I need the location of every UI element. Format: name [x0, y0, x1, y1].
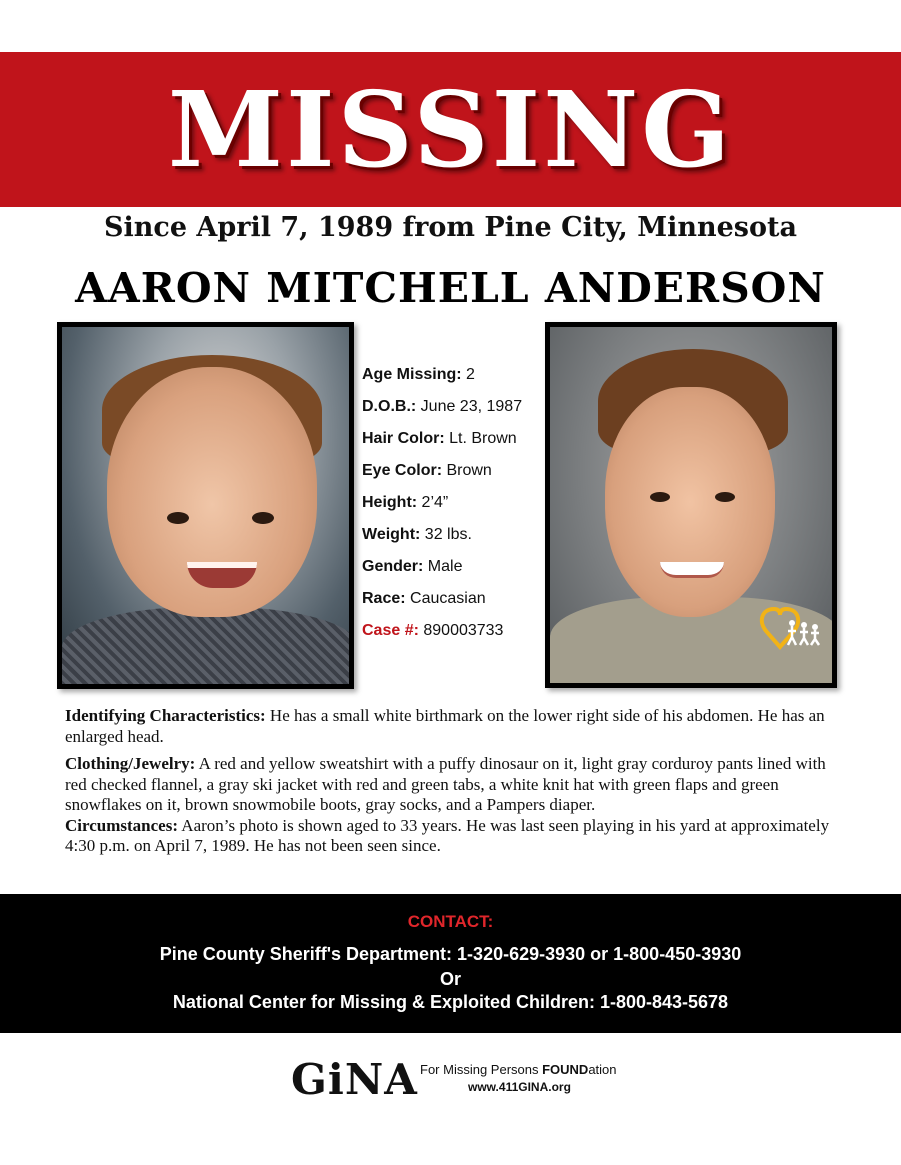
banner-title: MISSING [167, 67, 734, 191]
contact-or: Or [439, 969, 461, 989]
detail-dob: D.O.B.: June 23, 1987 [362, 398, 523, 415]
contact-sheriff: Pine County Sheriff's Department: 1-320-629-3930 or 1-800-450-3930 [159, 944, 742, 964]
age-progressed-photo [545, 322, 837, 688]
detail-gender: Gender: Male [362, 558, 463, 575]
contact-ncmec: National Center for Missing & Exploited Children: 1-800-843-5678 [172, 992, 729, 1012]
circumstances: Circumstances: Aaron’s photo is shown aged to 33 years. He was last seen playing in his yard at approximately 4:30 p.m. on April 7, 1989. He has not been seen since. [65, 815, 830, 855]
missing-since: Since April 7, 1989 from Pine City, Minnesota [104, 212, 797, 243]
person-name: AARON MITCHELL ANDERSON [75, 264, 826, 312]
ncmec-logo-icon [754, 601, 824, 671]
detail-case: Case #: 890003733 [362, 622, 504, 639]
details-list [362, 364, 542, 652]
contact-bar [0, 894, 901, 1033]
detail-eye: Eye Color: Brown [362, 462, 492, 479]
detail-height: Height: 2’4” [362, 494, 449, 511]
detail-age: Age Missing: 2 [362, 366, 475, 383]
clothing-jewelry: Clothing/Jewelry: A red and yellow sweatshirt with a puffy dinosaur on it, light gray corduroy pants lined with red checked flannel, a gray ski jacket with red and green tabs, a white knit hat with green flaps and green snowflakes on it, brown snowmobile boots, gray socks, and a Pampers diaper. [65, 754, 826, 814]
detail-race: Race: Caucasian [362, 590, 486, 607]
child-photo [57, 322, 354, 689]
detail-hair: Hair Color: Lt. Brown [362, 430, 517, 447]
identifying-characteristics: Identifying Characteristics: He has a small white birthmark on the lower right side of his abdomen. He has an enlarged head. [65, 706, 825, 746]
gina-tagline: For Missing Persons FOUNDation [420, 1062, 617, 1077]
detail-weight: Weight: 32 lbs. [362, 526, 472, 543]
missing-banner [0, 52, 901, 207]
narrative [65, 706, 837, 864]
gina-logo: GiNA [291, 1055, 418, 1104]
contact-heading: CONTACT: [407, 912, 494, 931]
gina-url: www.411GINA.org [468, 1080, 571, 1094]
